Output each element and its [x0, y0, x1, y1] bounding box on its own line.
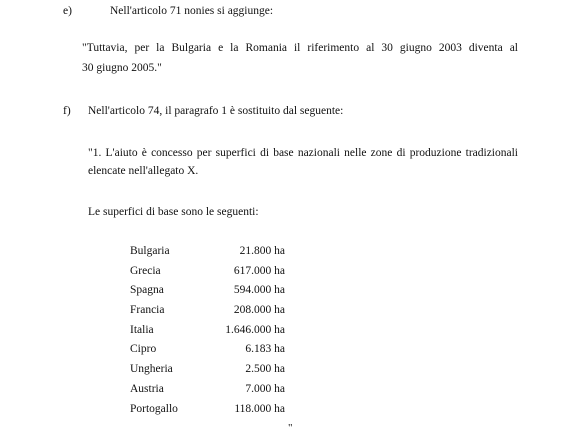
table-row: [130, 263, 285, 283]
country-name: Francia: [130, 304, 165, 317]
table-row: [130, 322, 285, 342]
item-intro-e: Nell'articolo 71 nonies si aggiunge:: [110, 5, 274, 17]
area-value: 21.800 ha: [239, 245, 285, 257]
area-value: 118.000 ha: [234, 402, 285, 415]
item-intro-f: Nell'articolo 74, il paragrafo 1 è sostituito dal seguente:: [88, 105, 344, 117]
quote-line-f-2: elencate nell'allegato X.: [88, 165, 199, 177]
country-name: Portogallo: [130, 402, 178, 415]
table-row: [130, 302, 285, 322]
country-name: Austria: [130, 382, 164, 395]
area-value: 2.500 ha: [245, 363, 285, 376]
quote-line-f-1: "1. L'aiuto è concesso per superfici di base nazionali nelle zone di produzione tradizionali: [88, 147, 518, 159]
quote-line-e-1: "Tuttavia, per la Bulgaria e la Romania il riferimento al 30 giugno 2003 diventa al: [82, 42, 518, 54]
table-intro: Le superfici di base sono le seguenti:: [88, 206, 259, 218]
area-value: 7.000 ha: [245, 382, 285, 395]
table-row: [130, 361, 285, 381]
quote-line-e-2: 30 giugno 2005.": [82, 62, 162, 74]
table-row: [130, 401, 285, 421]
area-value: 208.000 ha: [233, 304, 285, 317]
item-letter-f: f): [63, 105, 71, 117]
country-name: Ungheria: [130, 363, 173, 376]
area-value: 594.000 ha: [233, 284, 285, 297]
table-row: [130, 341, 285, 361]
country-name: Bulgaria: [130, 245, 170, 257]
area-value: 1.646.000 ha: [225, 323, 285, 336]
table-row: [130, 243, 285, 263]
country-name: Italia: [130, 323, 154, 336]
closing-quote-mark: ": [288, 422, 293, 434]
area-value: 617.000 ha: [233, 264, 285, 277]
item-letter-e: e): [63, 5, 72, 17]
base-area-table: [130, 243, 285, 420]
country-name: Cipro: [130, 343, 157, 356]
table-row: [130, 282, 285, 302]
country-name: Spagna: [130, 284, 164, 297]
area-value: 6.183 ha: [245, 343, 285, 356]
country-name: Grecia: [130, 264, 161, 277]
table-row: [130, 381, 285, 401]
